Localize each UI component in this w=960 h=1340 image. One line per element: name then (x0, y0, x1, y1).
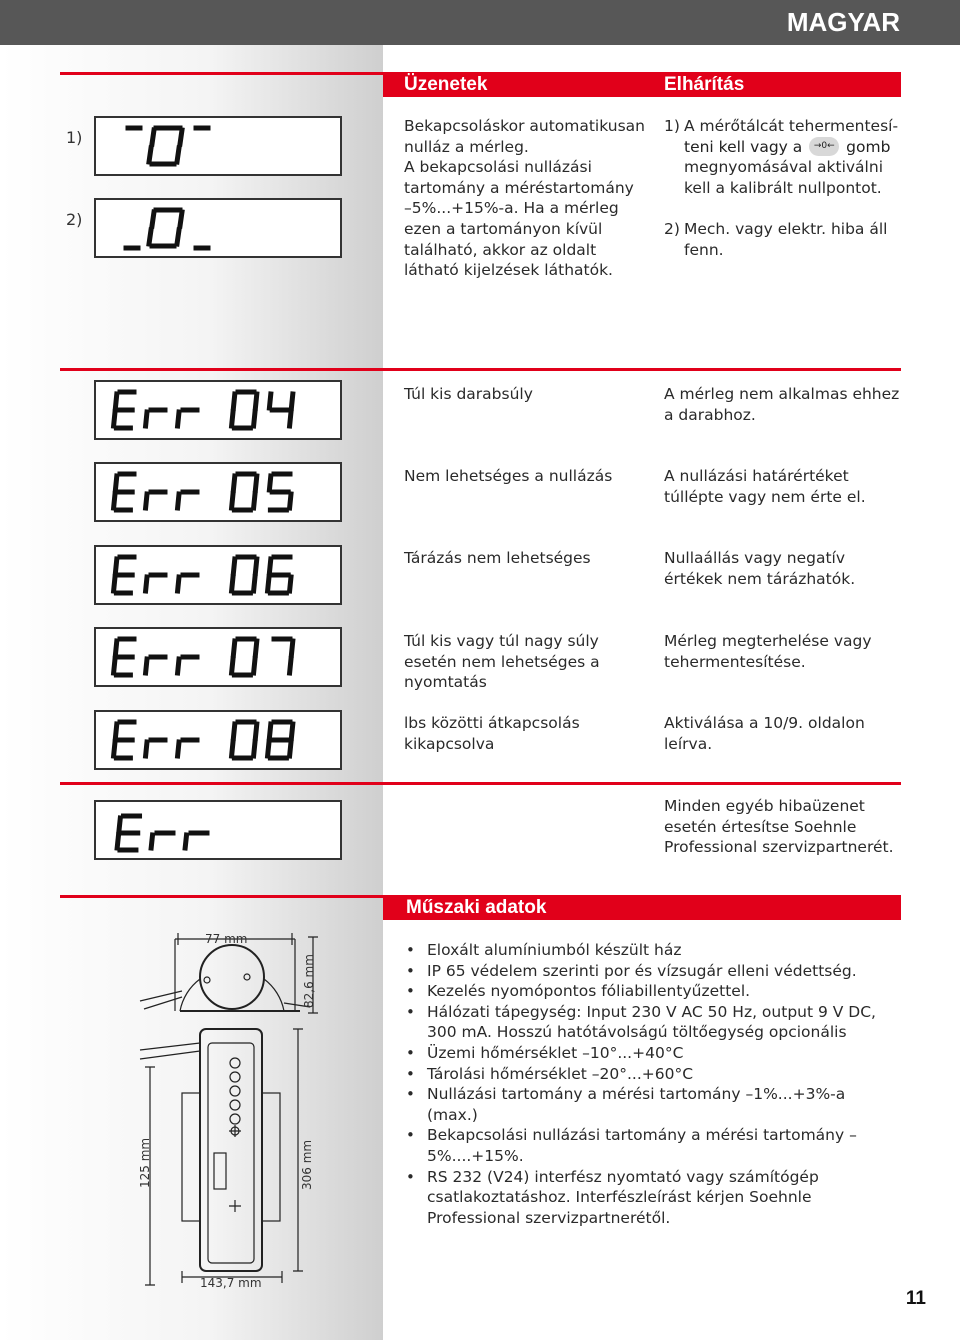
remedy-2-num: 2) (664, 220, 680, 238)
messages-description: Bekapcsoláskor automatikusan nulláz a mérleg. A bekapcsolási nullázási tartomány a méréstartomány –5%...+15%-a. Ha a mérleg ezen a tartományon kívül található, akkor az oldalt látható kijelzések láthatók. (404, 117, 645, 280)
lcd-segment-E (115, 724, 116, 738)
lcd-segment-digit (291, 724, 292, 738)
heading-tech-data: Műszaki adatok (406, 897, 547, 918)
lcd-segment-r (178, 742, 179, 756)
lcd-segment-r (146, 742, 147, 756)
lcd-segment-digit (290, 659, 291, 673)
lcd-err-05 (94, 462, 342, 522)
remedy-1-line-2-pre: teni kell vagy a (684, 137, 803, 156)
error-remedy-2: A nullázási határértéket túllépte vagy nem érte el. (664, 467, 866, 506)
lcd-segment-E (115, 641, 116, 655)
error-message-5: lbs közötti átkapcsolás kikapcsolva (404, 714, 580, 753)
lcd-segment-r (146, 659, 147, 673)
lcd-segment-digit (290, 577, 291, 591)
lcd-err-generic (94, 800, 342, 860)
lcd-segment-digit (233, 476, 234, 490)
lcd-segment-digit (269, 394, 270, 408)
lcd-segment-digit (232, 742, 233, 756)
tech-spec-item: • Nullázási tartomány a mérési tartomány –1%...+3%-a (max.) (406, 1084, 896, 1125)
error-remedy-3: Nullaállás vagy negatív értékek nem tárázhatók. (664, 549, 856, 588)
lcd-segment-r (151, 835, 152, 848)
lcd-segment-digit (254, 412, 255, 426)
lcd-err-05-glyphs (96, 464, 340, 520)
error-remedy-4: Mérleg megterhelése vagy tehermentesítése. (664, 632, 872, 671)
error-remedy-6: Minden egyéb hibaüzenet esetén értesítse Soehnle Professional szervizpartnerét. (664, 797, 894, 857)
language-header-bar (0, 0, 960, 45)
lcd-segment-digit (254, 577, 255, 591)
lcd-segment-digit (233, 559, 234, 573)
lcd-segment-E (114, 742, 115, 756)
lcd-segment-E (114, 659, 115, 673)
zero-key-icon: →0← (809, 137, 839, 156)
tech-spec-item: • RS 232 (V24) interfész nyomtató vagy számítógép csatlakoztatáshoz. Interfészleírást kérjen Soehnle Professional szervizpartnerétől. (406, 1167, 896, 1229)
lcd-segment-digit (232, 577, 233, 591)
tech-spec-item: • Bekapcsolási nullázási tartomány a mérési tartomány –5%....+15%. (406, 1125, 896, 1166)
lcd-segment-digit (232, 659, 233, 673)
lcd-segment-digit (269, 476, 270, 490)
error-remedy-1: A mérleg nem alkalmas ehhez a darabhoz. (664, 385, 900, 424)
lcd-segment-digit (255, 724, 256, 738)
lcd-segment-E (117, 835, 118, 848)
lcd-err-04 (94, 380, 342, 440)
lcd-display-2 (94, 198, 342, 258)
lcd-segment-digit (254, 494, 255, 508)
lcd-display-1 (94, 116, 342, 176)
lcd-segment-E (115, 394, 116, 408)
lcd-segment-r (178, 577, 179, 591)
lcd-segment-r (178, 494, 179, 508)
lcd-err-08 (94, 710, 342, 770)
lcd-segment-E (115, 559, 116, 573)
lcd-zero-bottom-dashes (96, 200, 340, 256)
lcd-segment-digit (255, 559, 256, 573)
tech-spec-item: • Hálózati tápegység: Input 230 V AC 50 Hz, output 9 V DC, 300 mA. Hosszú hatótávolságú töltőegység opcionális (406, 1002, 896, 1043)
lcd-segment-digit (269, 559, 270, 573)
page-number: 11 (905, 1288, 926, 1309)
remedy-1-num: 1) (664, 117, 680, 135)
lcd-segment-E (115, 476, 116, 490)
red-rule-left (60, 72, 383, 75)
red-rule-errors-bottom (60, 782, 901, 785)
heading-messages: Üzenetek (404, 74, 488, 95)
lcd-segment-digit (233, 724, 234, 738)
lcd-segment-digit (255, 476, 256, 490)
lcd-zero-top-dashes (96, 118, 340, 174)
lcd-segment-digit (232, 494, 233, 508)
lcd-segment-digit (290, 494, 291, 508)
lcd-segment-E (114, 577, 115, 591)
lcd-segment-digit (291, 641, 292, 655)
lcd-segment-digit (290, 742, 291, 756)
tech-spec-item: • Tárolási hőmérséklet –20°...+60°C (406, 1064, 896, 1085)
lcd-err-06 (94, 545, 342, 605)
remedy-1-line-1: A mérőtálcát tehermentesí- (684, 117, 899, 135)
lcd-segment-digit (268, 577, 269, 591)
lcd-segment-digit (268, 742, 269, 756)
lcd-segment-r (185, 835, 186, 848)
red-rule-errors-top (60, 368, 901, 371)
tech-spec-item: • Eloxált alumíniumból készült ház (406, 940, 896, 961)
dim-body-height: 306 mm (300, 1139, 314, 1190)
row-label-2: 2) (66, 210, 83, 229)
error-message-1: Túl kis darabsúly (404, 385, 533, 403)
lcd-segment-r (178, 659, 179, 673)
lcd-segment-r (146, 577, 147, 591)
dim-side-height: 125 mm (138, 1137, 152, 1188)
dim-base-width: 143,7 mm (200, 1276, 262, 1290)
lcd-err-06-glyphs (96, 547, 340, 603)
dim-top-width: 77 mm (205, 932, 248, 946)
remedy-1-line-3: megnyomásával aktiválni kell a kalibrált nullpontot. (684, 158, 883, 197)
remedy-2-text: Mech. vagy elektr. hiba áll fenn. (684, 220, 888, 259)
lcd-segment-digit (290, 412, 291, 426)
lcd-segment-r (146, 412, 147, 426)
lcd-segment-digit (254, 659, 255, 673)
lcd-err-08-glyphs (96, 712, 340, 768)
lcd-err-07-glyphs (96, 629, 340, 685)
tech-spec-list (406, 940, 896, 1228)
lcd-err-generic-glyphs (96, 802, 340, 858)
lcd-segment-digit (233, 394, 234, 408)
error-message-3: Tárázás nem lehetséges (404, 549, 591, 567)
error-message-2: Nem lehetséges a nullázás (404, 467, 613, 485)
lcd-segment-E (114, 494, 115, 508)
heading-remedy: Elhárítás (664, 74, 745, 95)
lcd-segment-E (119, 818, 120, 831)
lcd-segment-digit (291, 394, 292, 408)
dim-top-height: 82,6 mm (302, 954, 316, 1008)
row-label-1: 1) (66, 128, 83, 147)
red-rule-tech-left (60, 895, 383, 898)
lcd-segment-digit (255, 641, 256, 655)
lcd-segment-r (146, 494, 147, 508)
lcd-segment-digit (255, 394, 256, 408)
lcd-err-04-glyphs (96, 382, 340, 438)
lcd-segment-digit (233, 641, 234, 655)
lcd-segment-digit (269, 724, 270, 738)
lcd-segment-digit (232, 412, 233, 426)
lcd-segment-r (178, 412, 179, 426)
error-remedy-5: Aktiválása a 10/9. oldalon leírva. (664, 714, 865, 753)
error-message-4: Túl kis vagy túl nagy súly esetén nem lehetséges a nyomtatás (404, 632, 600, 692)
lcd-err-07 (94, 627, 342, 687)
lcd-segment-digit (254, 742, 255, 756)
remedy-1-line-2 (684, 137, 890, 158)
tech-spec-item: • Üzemi hőmérséklet –10°...+40°C (406, 1043, 896, 1064)
lcd-segment-E (114, 412, 115, 426)
language-label: MAGYAR (786, 7, 900, 37)
remedy-1-line-2-post: gomb (846, 137, 891, 156)
tech-spec-item: • Kezelés nyomópontos fóliabillentyűzettel. (406, 981, 896, 1002)
tech-spec-item: • IP 65 védelem szerinti por és vízsugár elleni védettség. (406, 961, 896, 982)
